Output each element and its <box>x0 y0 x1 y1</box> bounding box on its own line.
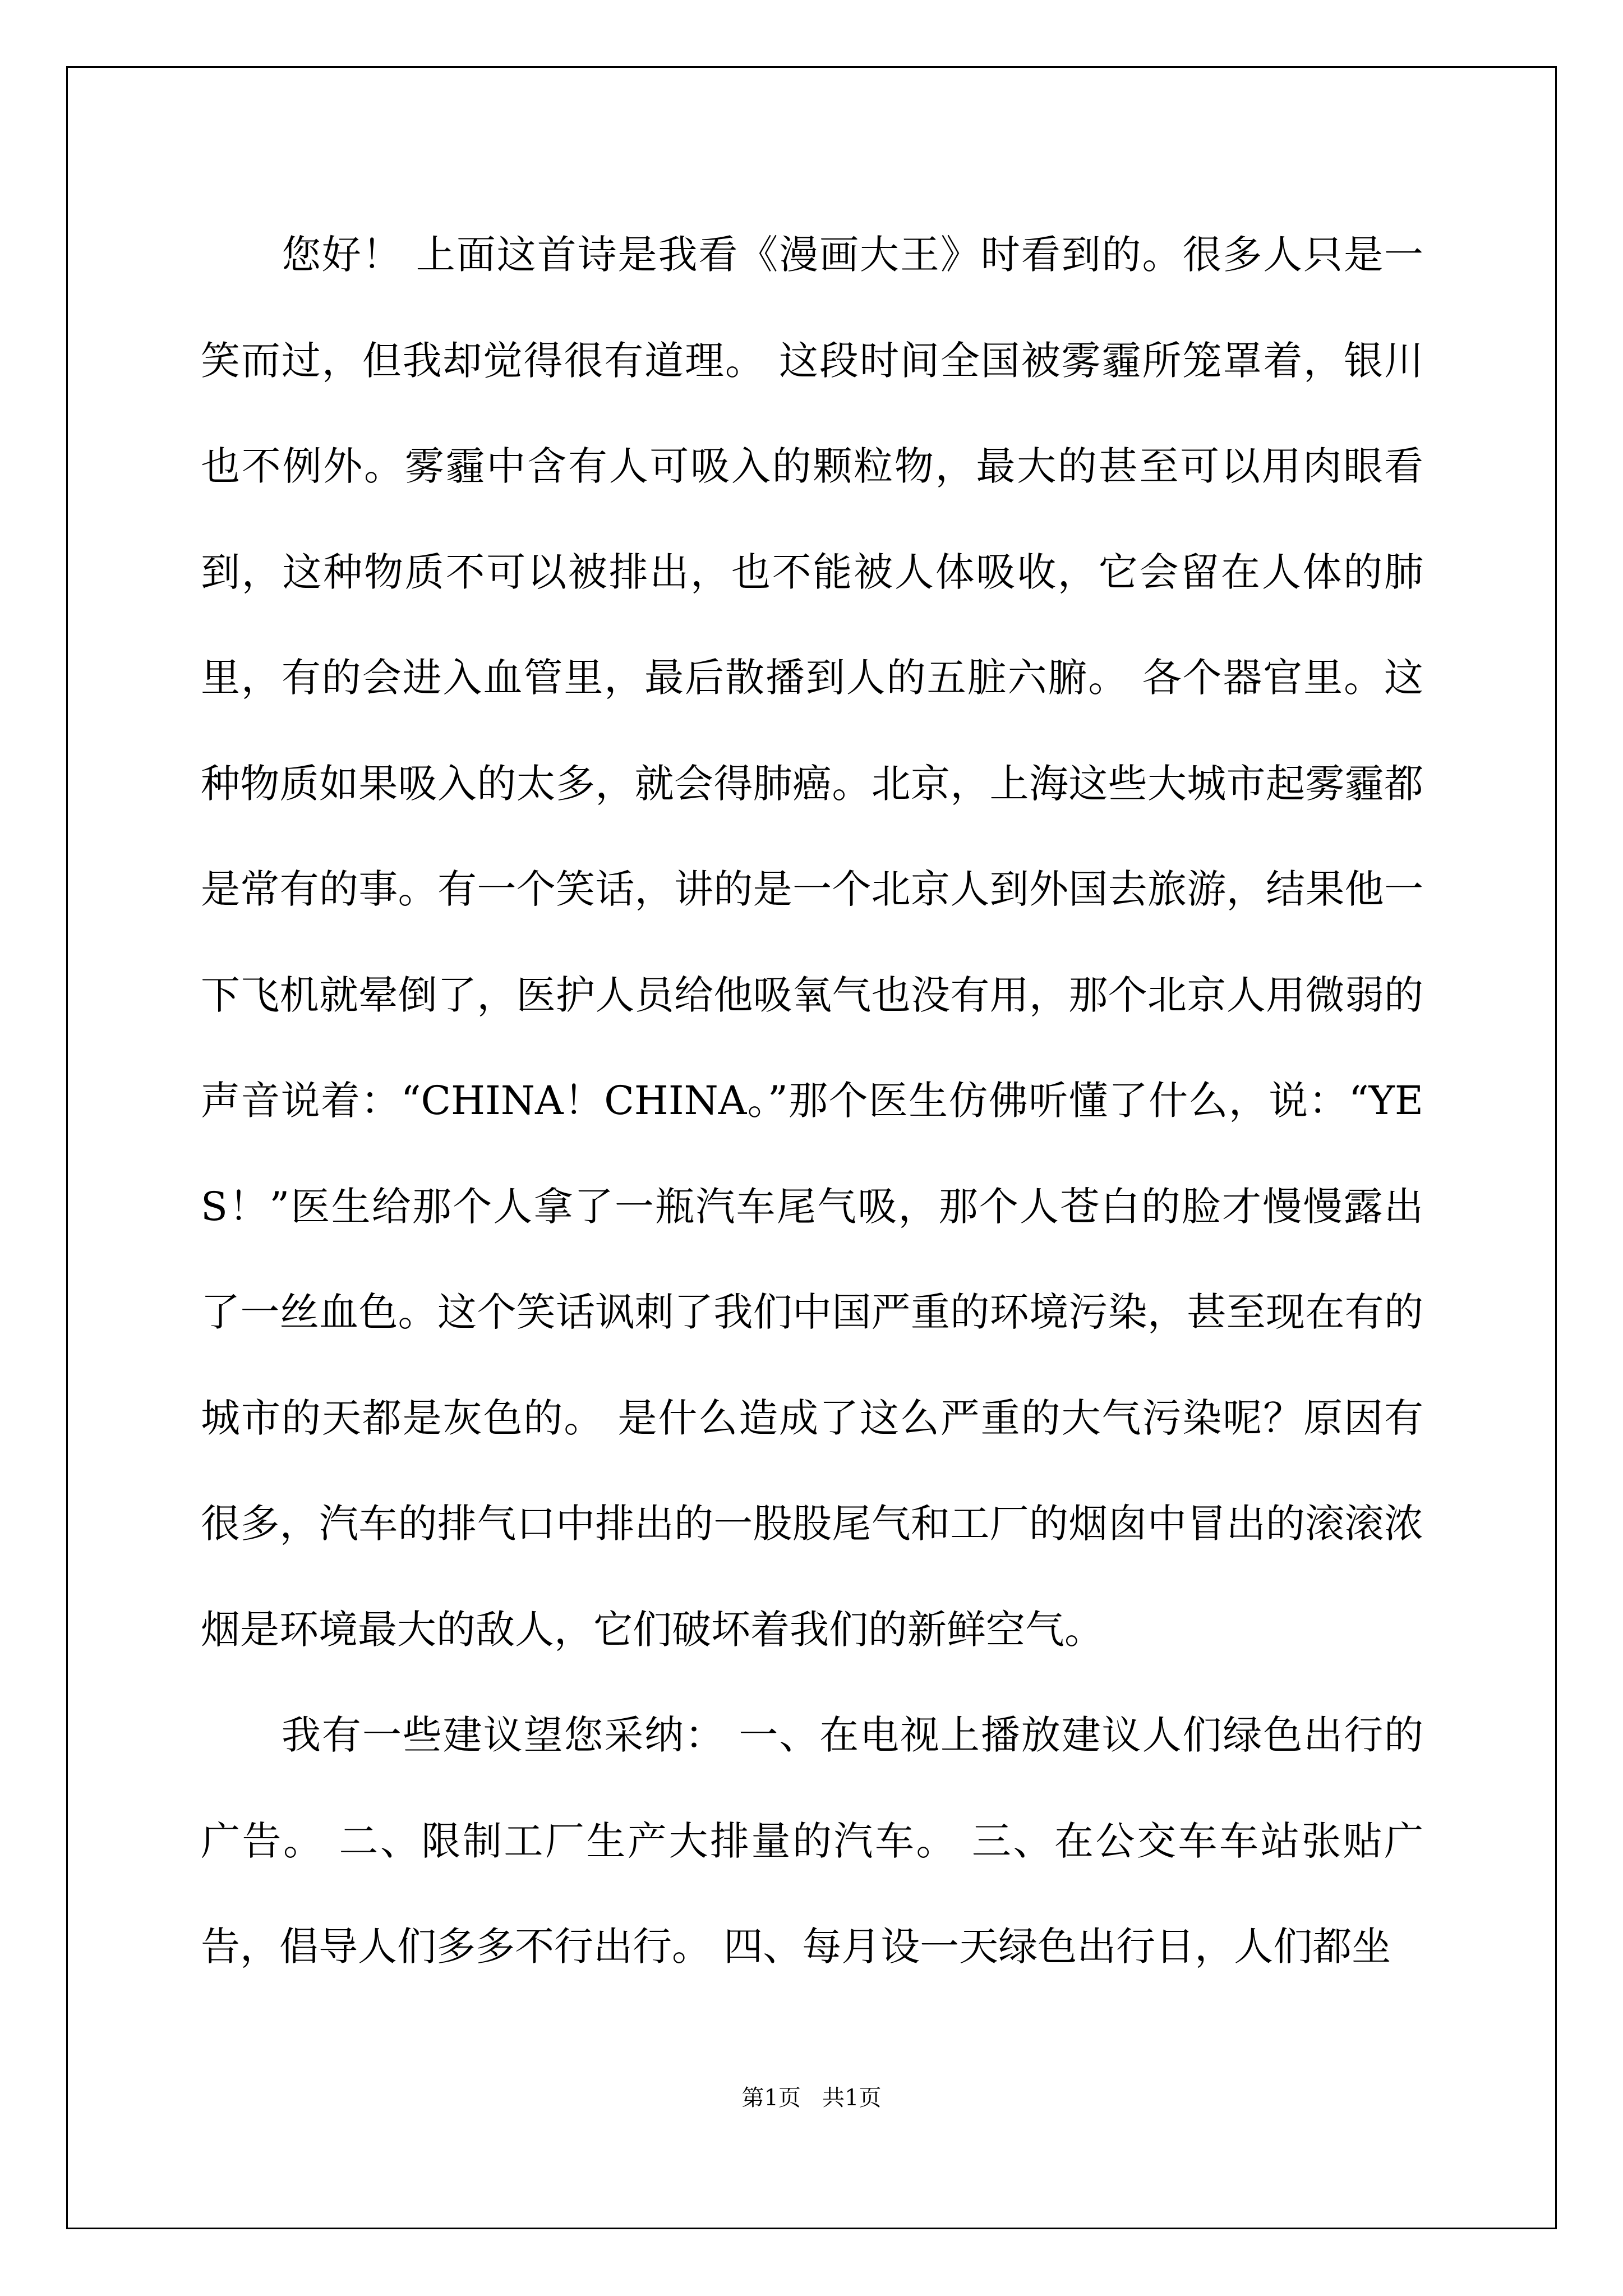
paragraph-1: 您好！ 上面这首诗是我看《漫画大王》时看到的。很多人只是一笑而过，但我却觉得很有道理。 这段时间全国被雾霾所笼罩着，银川也不例外。雾霾中含有人可吸入的颗粒物，最大的甚至可以用肉眼看到，这种物质不可以被排出，也不能被人体吸收，它会留在人体的肺里，有的会进入血管里，最后散播到人的五脏六腑。 各个器官里。这种物质如果吸入的太多，就会得肺癌。北京，上海这些大城市起雾霾都是常有的事。有一个笑话，讲的是一个北京人到外国去旅游，结果他一下飞机就晕倒了，医护人员给他吸氧气也没有用，那个北京人用微弱的声音说着：“CHINA！CHINA。”那个医生仿佛听懂了什么，说：“YES！”医生给那个人拿了一瓶汽车尾气吸，那个人苍白的脸才慢慢露出了一丝血色。这个笑话讽刺了我们中国严重的环境污染，甚至现在有的城市的天都是灰色的。 是什么造成了这么严重的大气污染呢？原因有很多，汽车的排气口中排出的一股股尾气和工厂的烟囱中冒出的滚滚浓烟是环境最大的敌人，它们破坏着我们的新鲜空气。 <box>201 232 1423 1653</box>
document-body <box>201 202 1423 2000</box>
page-number-footer: 第1页 共1页 <box>741 2085 882 2111</box>
paragraph-2: 我有一些建议望您采纳： 一、在电视上播放建议人们绿色出行的广告。 二、限制工厂生产大排量的汽车。 三、在公交车车站张贴广告，倡导人们多多不行出行。 四、每月设一天绿色出行日，人们都坐 <box>201 1712 1423 1970</box>
